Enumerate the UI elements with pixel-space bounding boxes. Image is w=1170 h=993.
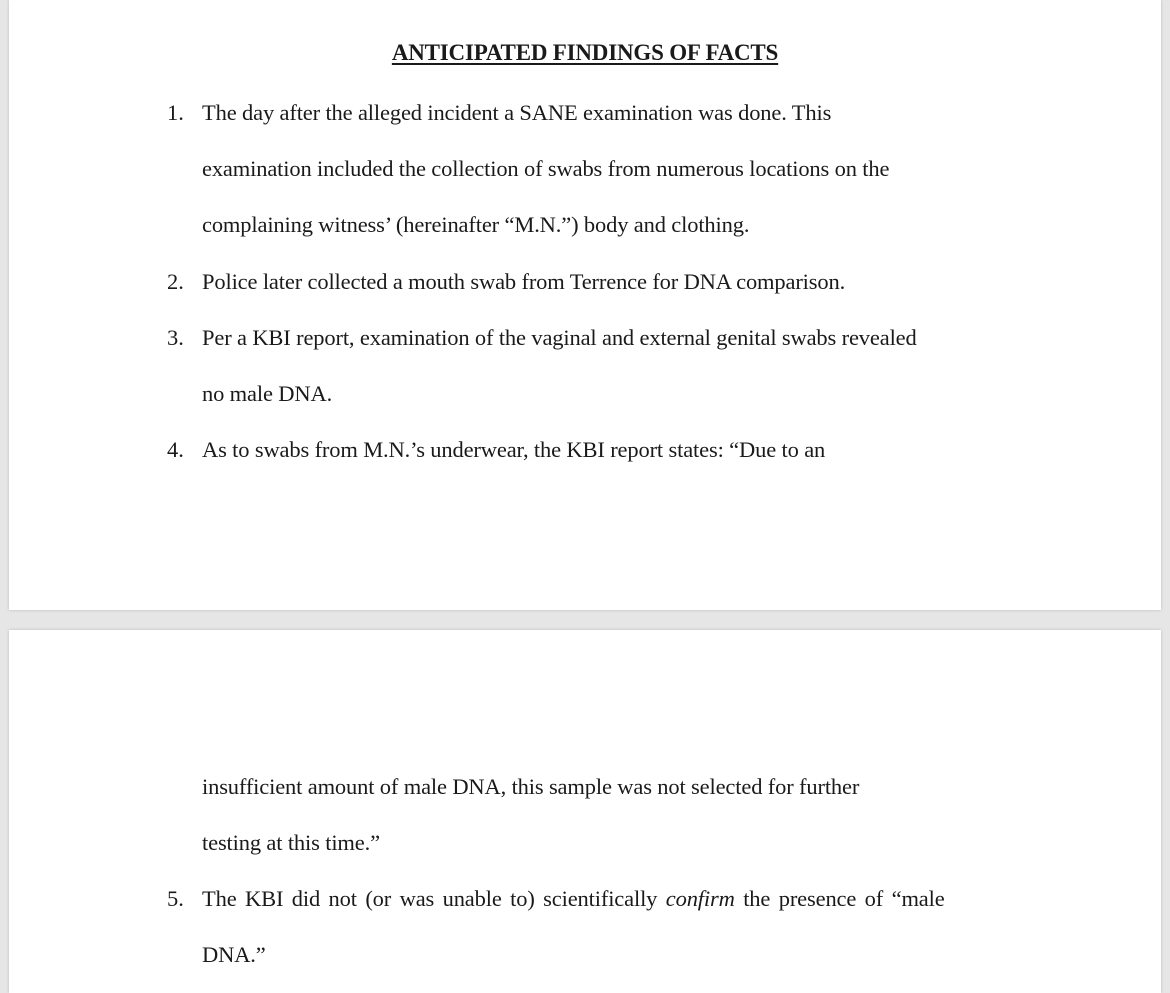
document-title: ANTICIPATED FINDINGS OF FACTS: [391, 40, 779, 65]
item-4-number: 4.: [167, 437, 184, 462]
item-1-line-3: complaining witness’ (hereinafter “M.N.”) body and clothing.: [202, 212, 750, 237]
item-4-line-2: insufficient amount of male DNA, this sample was not selected for further: [202, 774, 860, 799]
item-1-line-1: The day after the alleged incident a SANE examination was done. This: [202, 100, 832, 125]
item-5-number: 5.: [167, 886, 184, 911]
document-page-1: [9, 0, 1161, 610]
item-1-number: 1.: [167, 100, 184, 125]
item-5-line-1-before: The KBI did not (or was unable to) scientifically: [202, 886, 658, 911]
item-4-line-1: As to swabs from M.N.’s underwear, the KBI report states: “Due to an: [202, 437, 826, 462]
item-2-line-1: Police later collected a mouth swab from Terrence for DNA comparison.: [202, 269, 846, 294]
item-5-line-1: [202, 888, 945, 911]
item-5-line-1-after: the presence of “male: [743, 886, 945, 911]
item-2-number: 2.: [167, 269, 184, 294]
item-3-number: 3.: [167, 325, 184, 350]
document-page-2: [9, 630, 1161, 993]
item-3-line-1: Per a KBI report, examination of the vaginal and external genital swabs revealed: [202, 325, 917, 350]
item-4-line-3: testing at this time.”: [202, 830, 380, 855]
item-3-line-2: no male DNA.: [202, 381, 333, 406]
item-1-line-2: examination included the collection of swabs from numerous locations on the: [202, 156, 890, 181]
item-5-line-2: DNA.”: [202, 942, 266, 967]
confirm-emphasis: confirm: [665, 886, 735, 911]
